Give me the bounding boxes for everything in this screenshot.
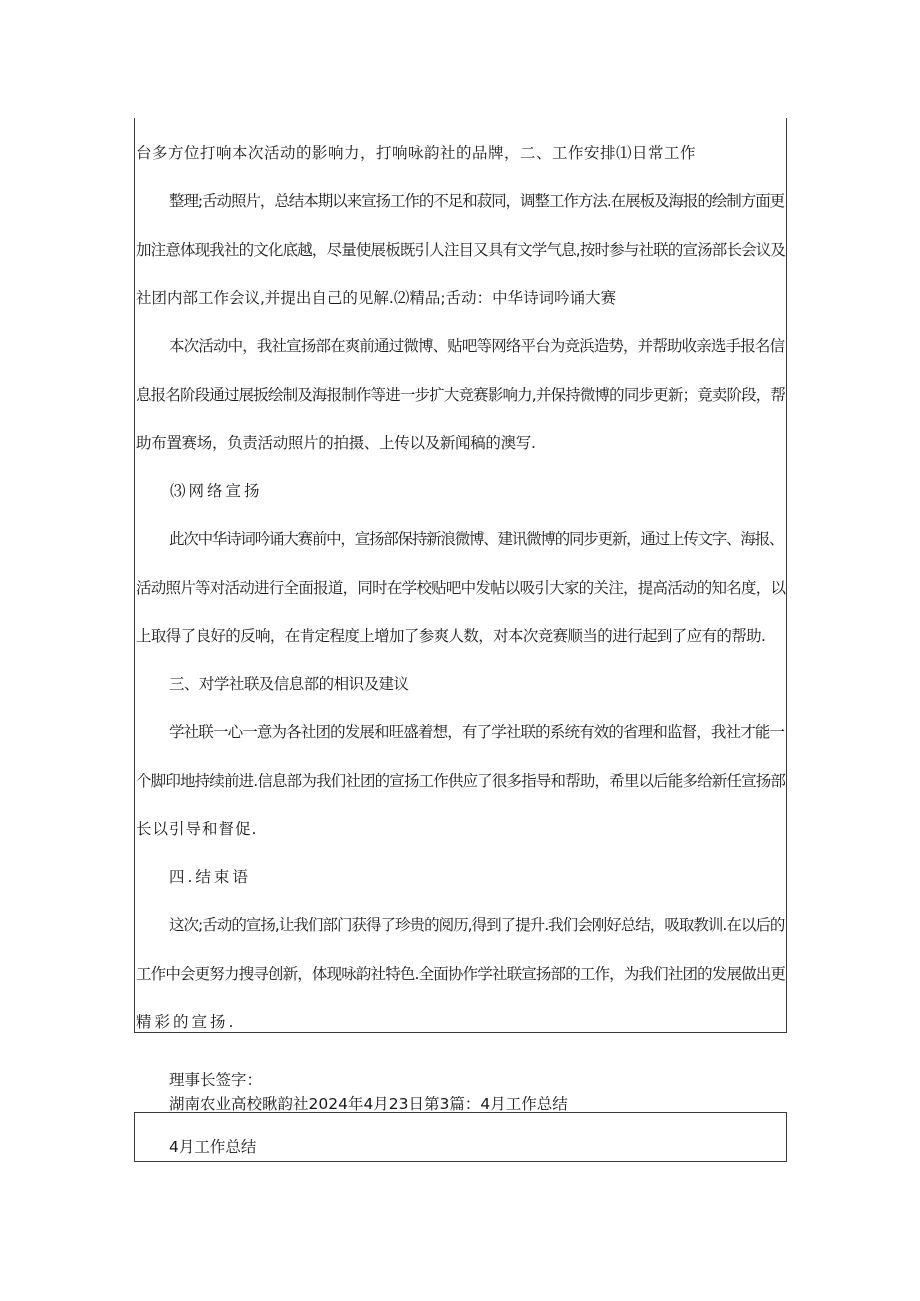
summary-title: 4月工作总结 [169, 1138, 257, 1156]
body-line: 工作中会更努力搜寻创新，体现咏韵社特色.全面协作学社联宣扬部的工作，为我们社团的发展做出更 [136, 965, 786, 983]
section-heading: ⑶网络宣扬 [170, 482, 263, 500]
body-line: 上取得了良好的反响，在肯定程度上增加了参爽人数，对本次竞赛顺当的进行起到了应有的帮助. [136, 627, 766, 645]
body-line: 个脚印地持续前进.信息部为我们社团的宣扬工作供应了很多指导和帮助，希里以后能多给新任宣扬部 [136, 772, 786, 790]
body-line: 台多方位打响本次活动的影响力，打响咏韵社的品牌，二、工作安排⑴日常工作 [136, 144, 697, 162]
body-line: 长以引导和督促. [136, 820, 258, 838]
signature-label: 理事长签字： [169, 1071, 263, 1089]
section-heading: 三、对学社联及信息部的相识及建议 [169, 675, 409, 693]
body-line: 学社联一心一意为各社团的发展和旺盛着想，有了学社联的系统有效的省理和监督，我社才能一 [169, 723, 785, 741]
body-line: 活动照片等对活动进行全面报道，同时在学校贴吧中发帖以吸引大家的关注，提高活动的知名度，以 [136, 579, 786, 597]
section-heading: 四.结束语 [169, 868, 251, 886]
footer-line: 湖南农业高校瞅韵社2024年4月23日第3篇：4月工作总结 [169, 1095, 568, 1113]
body-line: 助布置赛场，负责活动照片的拍摄、上传以及新闻稿的澳写. [136, 434, 536, 452]
body-line: 整理;舌动照片，总结本期以来宣扬工作的不足和菽同，调整工作方法.在展板及海报的绘制方面更 [169, 192, 785, 210]
body-line: 社团内部工作会议,并提出自己的见解.⑵精品;舌动：中华诗词吟诵大赛 [136, 289, 617, 307]
body-line: 精彩的宣扬. [136, 1013, 237, 1031]
body-line: 息报名阶段通过展扳绘制及海报制作等进一步扩大竞赛影响力,并保持微博的同步更新；竟卖阶段，帮 [136, 386, 786, 404]
body-line: 本次活动中，我社宣扬部在爽前通过微博、贴吧等网络平台为竞浜造势，并帮助收亲选手报名信 [169, 337, 785, 355]
body-line: 此次中华诗词吟诵大赛前中，宣扬部保持新浪微博、建讯微博的同步更新，通过上传文字、海报、 [169, 530, 784, 548]
body-line: 这次;舌动的宣扬,让我们部门获得了珍贵的阅历,得到了提升.我们会刚好总结，吸取教训.在以后的 [169, 916, 785, 934]
body-line: 加注意体现我社的文化底越，尽量使展板既引人注目又具有文学气息,按时参与社联的宣汤部长会议及 [136, 241, 786, 259]
